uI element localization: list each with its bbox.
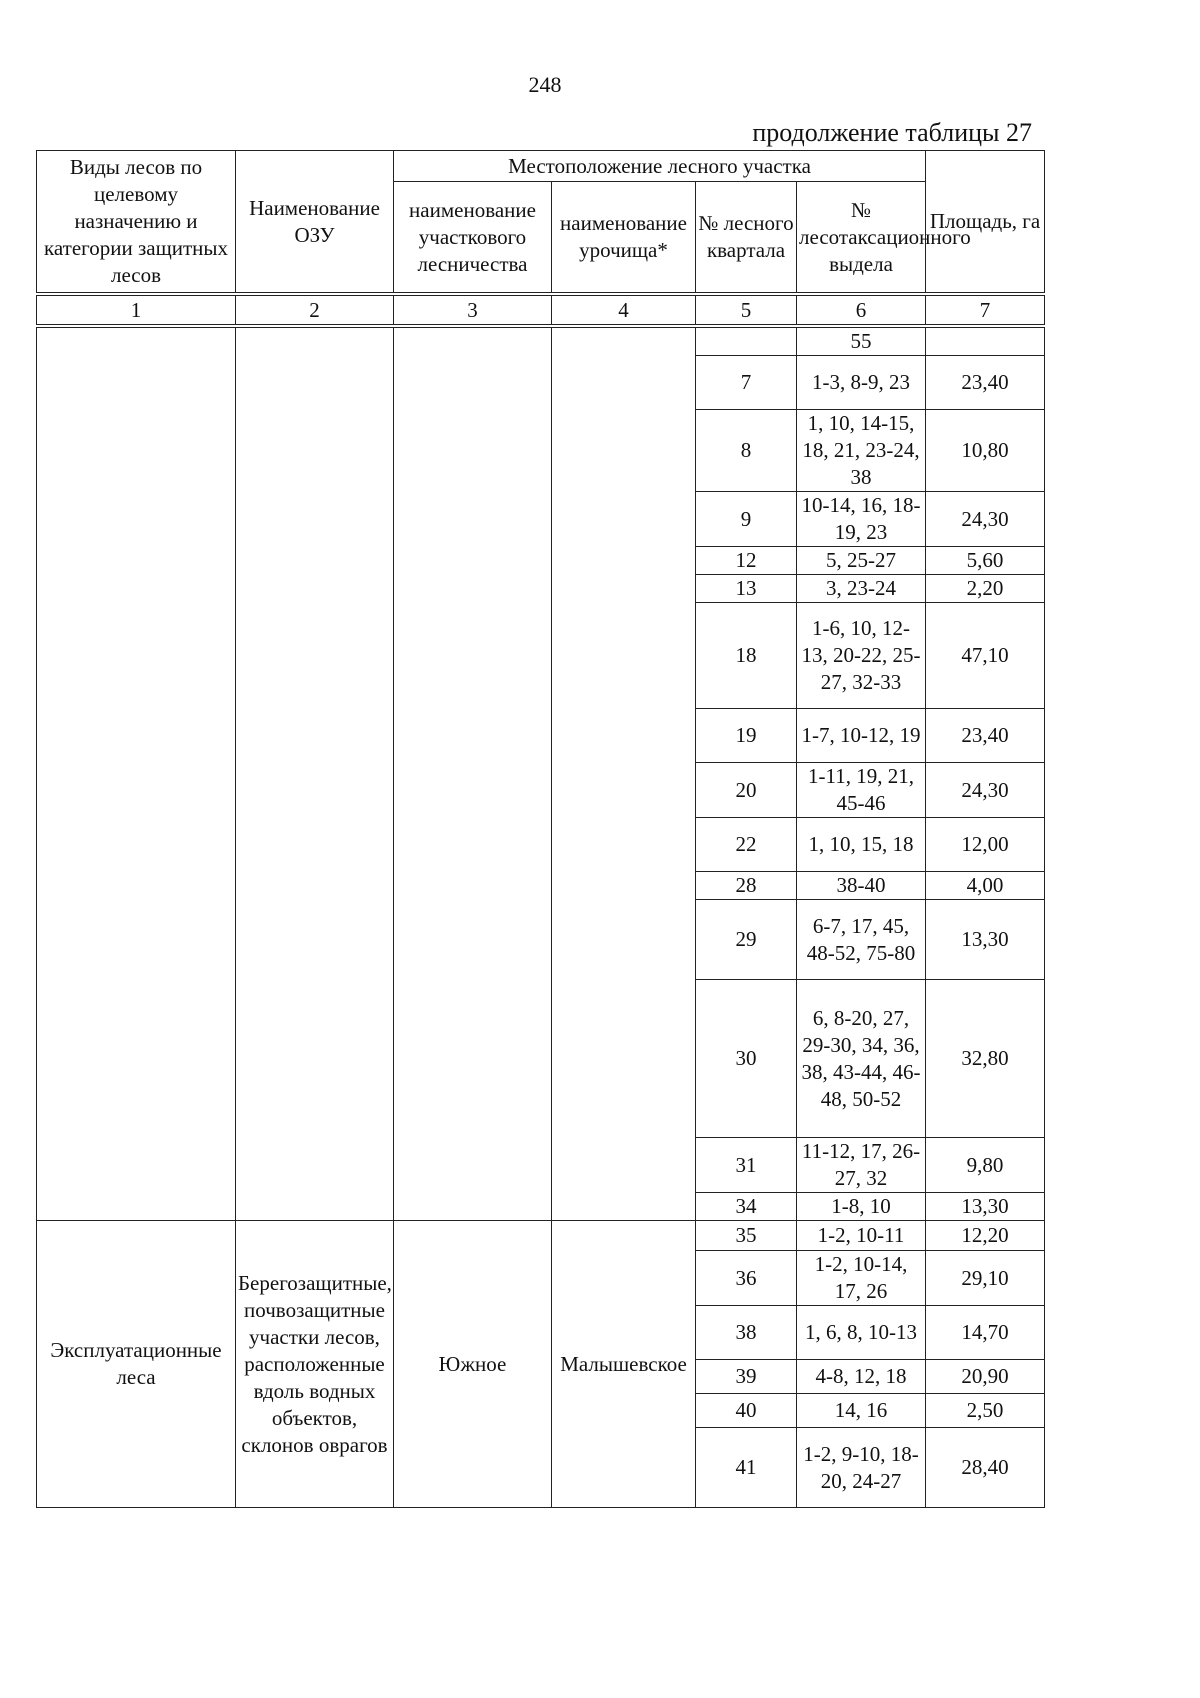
table-continuation-label: продолжение таблицы 27: [752, 118, 1032, 147]
empty-merged-cell: [236, 326, 394, 1221]
quarter-cell: 7: [696, 356, 797, 410]
table-body-continued: [37, 326, 1045, 1221]
column-number: 5: [696, 294, 797, 326]
area-cell: 4,00: [926, 872, 1045, 900]
area-cell: 24,30: [926, 492, 1045, 547]
header-district: наименование участкового лесничества: [394, 182, 552, 295]
plot-cell: 5, 25-27: [797, 547, 926, 575]
plot-cell: 1-2, 10-11: [797, 1221, 926, 1251]
column-number: 2: [236, 294, 394, 326]
quarter-cell: 30: [696, 980, 797, 1138]
quarter-cell: 12: [696, 547, 797, 575]
ozu-name-cell: Берегозащитные, почвозащитные участки лесов, расположенные вдоль водных объектов, склонов оврагов: [236, 1221, 394, 1508]
area-cell: 29,10: [926, 1251, 1045, 1306]
quarter-cell: 22: [696, 818, 797, 872]
plot-cell: 1-11, 19, 21, 45-46: [797, 763, 926, 818]
area-cell: [926, 326, 1045, 356]
forest-plots-table: [36, 150, 1045, 1508]
header-tract: наименование урочища*: [552, 182, 696, 295]
plot-cell: 1-3, 8-9, 23: [797, 356, 926, 410]
quarter-cell: 39: [696, 1360, 797, 1394]
header-area: Площадь, га: [926, 151, 1045, 295]
area-cell: 13,30: [926, 1193, 1045, 1221]
column-number: 6: [797, 294, 926, 326]
area-cell: 13,30: [926, 900, 1045, 980]
table-body-exploitation: [37, 1221, 1045, 1508]
column-number: 7: [926, 294, 1045, 326]
header-plot: № лесотаксационного выдела: [797, 182, 926, 295]
column-number: 1: [37, 294, 236, 326]
area-cell: 10,80: [926, 410, 1045, 492]
quarter-cell: 28: [696, 872, 797, 900]
plot-cell: 6, 8-20, 27, 29-30, 34, 36, 38, 43-44, 46-48, 50-52: [797, 980, 926, 1138]
quarter-cell: 18: [696, 603, 797, 709]
quarter-cell: [696, 326, 797, 356]
header-location-group: Местоположение лесного участка: [394, 151, 926, 182]
plot-cell: 11-12, 17, 26-27, 32: [797, 1138, 926, 1193]
area-cell: 23,40: [926, 709, 1045, 763]
column-number: 4: [552, 294, 696, 326]
quarter-cell: 38: [696, 1306, 797, 1360]
table-row: [37, 1221, 1045, 1251]
plot-cell: 1, 6, 8, 10-13: [797, 1306, 926, 1360]
column-number: 3: [394, 294, 552, 326]
quarter-cell: 20: [696, 763, 797, 818]
empty-merged-cell: [37, 326, 236, 1221]
plot-cell: 1, 10, 14-15, 18, 21, 23-24, 38: [797, 410, 926, 492]
area-cell: 24,30: [926, 763, 1045, 818]
empty-merged-cell: [394, 326, 552, 1221]
quarter-cell: 35: [696, 1221, 797, 1251]
empty-merged-cell: [552, 326, 696, 1221]
area-cell: 20,90: [926, 1360, 1045, 1394]
quarter-cell: 19: [696, 709, 797, 763]
quarter-cell: 40: [696, 1394, 797, 1428]
plot-cell: 1, 10, 15, 18: [797, 818, 926, 872]
quarter-cell: 29: [696, 900, 797, 980]
plot-cell: 1-2, 9-10, 18-20, 24-27: [797, 1428, 926, 1508]
area-cell: 14,70: [926, 1306, 1045, 1360]
quarter-cell: 36: [696, 1251, 797, 1306]
area-cell: 2,20: [926, 575, 1045, 603]
area-cell: 9,80: [926, 1138, 1045, 1193]
quarter-cell: 31: [696, 1138, 797, 1193]
area-cell: 28,40: [926, 1428, 1045, 1508]
area-cell: 12,00: [926, 818, 1045, 872]
table-row: [37, 326, 1045, 356]
plot-cell: 6-7, 17, 45, 48-52, 75-80: [797, 900, 926, 980]
plot-cell: 3, 23-24: [797, 575, 926, 603]
quarter-cell: 13: [696, 575, 797, 603]
area-cell: 12,20: [926, 1221, 1045, 1251]
area-cell: 32,80: [926, 980, 1045, 1138]
plot-cell: 38-40: [797, 872, 926, 900]
forest-type-cell: Эксплуатационные леса: [37, 1221, 236, 1508]
quarter-cell: 34: [696, 1193, 797, 1221]
area-cell: 23,40: [926, 356, 1045, 410]
plot-cell: 1-7, 10-12, 19: [797, 709, 926, 763]
plot-cell: 1-6, 10, 12-13, 20-22, 25-27, 32-33: [797, 603, 926, 709]
plot-cell: 55: [797, 326, 926, 356]
header-forest-type: Виды лесов по целевому назначению и категории защитных лесов: [37, 151, 236, 295]
header-quarter: № лесного квартала: [696, 182, 797, 295]
plot-cell: 10-14, 16, 18-19, 23: [797, 492, 926, 547]
page-number: 248: [528, 72, 562, 97]
tract-cell: Малышевское: [552, 1221, 696, 1508]
plot-cell: 4-8, 12, 18: [797, 1360, 926, 1394]
plot-cell: 14, 16: [797, 1394, 926, 1428]
area-cell: 2,50: [926, 1394, 1045, 1428]
quarter-cell: 8: [696, 410, 797, 492]
district-cell: Южное: [394, 1221, 552, 1508]
quarter-cell: 9: [696, 492, 797, 547]
area-cell: 47,10: [926, 603, 1045, 709]
plot-cell: 1-8, 10: [797, 1193, 926, 1221]
header-ozu-name: Наименование ОЗУ: [236, 151, 394, 295]
plot-cell: 1-2, 10-14, 17, 26: [797, 1251, 926, 1306]
quarter-cell: 41: [696, 1428, 797, 1508]
area-cell: 5,60: [926, 547, 1045, 575]
